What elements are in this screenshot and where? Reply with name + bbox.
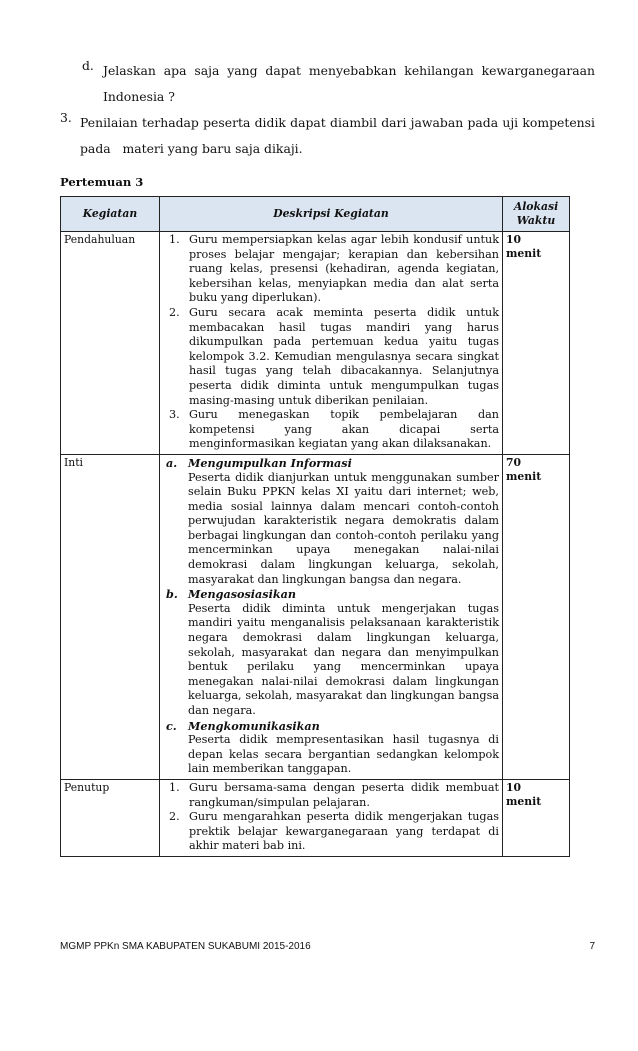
question-item-d: [60, 58, 595, 110]
kegiatan-cell: Inti: [61, 454, 160, 779]
list-item: 1. Guru mempersiapkan kelas agar lebih kondusif untuk proses belajar mengajar; kerapian dan kebersihan ruang kelas, presensi (kehadiran, agenda kegiatan, kebersihan kelas, menyiapkan media dan alat serta buku yang diperlukan).: [169, 233, 499, 305]
list-item: 2. Guru secara acak meminta peserta didik untuk membacakan hasil tugas mandiri yang harus dikumpulkan pada pertemuan kedua yaitu tugas kelompok 3.2. Kemudian mengulasnya secara singkat hasil tugas yang telah dibacakannya. Selanjutnya peserta didik diminta untuk mengumpulkan tugas masing-masing untuk diberikan penilaian.: [169, 305, 499, 407]
alokasi-value: 10: [506, 233, 522, 246]
sub-text: Peserta didik diminta untuk mengerjakan tugas mandiri yaitu menganalisis pelaksanaan karakteristik negara demokrasi dalam lingkungan keluarga, sekolah, masyarakat dan negara dan menyimpulkan bentuk perilaku yang mencerminkan upaya menegakan nalai-nilai demokrasi dalam lingkungan keluarga, sekolah, masyarakat dan lingkungan bangsa dan negara.: [188, 601, 499, 717]
table-row: [61, 454, 570, 779]
alokasi-value: 70: [506, 455, 522, 469]
list-item: b. Mengasosiasikan Peserta didik diminta untuk mengerjakan tugas mandiri yaitu menganalisis pelaksanaan karakteristik negara demokrasi dalam lingkungan keluarga, sekolah, masyarakat dan negara dan menyimpulkan bentuk perilaku yang mencerminkan upaya menegakan nalai-nilai demokrasi dalam lingkungan keluarga, sekolah, masyarakat dan lingkungan bangsa dan negara.: [166, 587, 499, 717]
alokasi-cell: [503, 454, 570, 779]
header-deskripsi: Deskripsi Kegiatan: [160, 197, 503, 232]
list-item: 1. Guru bersama-sama dengan peserta didik membuat rangkuman/simpulan pelajaran.: [169, 780, 499, 809]
footer-label: MGMP PPKn SMA KABUPATEN SUKABUMI 2015-2016: [60, 941, 311, 952]
item-text-line: Indonesia ?: [103, 89, 175, 104]
assessment-item-3: [60, 110, 595, 162]
alokasi-unit: menit: [506, 794, 542, 808]
alokasi-cell: [503, 232, 570, 455]
item-marker: d.: [82, 58, 94, 73]
item-text-line: Penilaian terhadap peserta didik dapat diambil dari jawaban pada uji kompetensi: [80, 115, 595, 130]
section-title: Pertemuan 3: [60, 175, 144, 189]
item-text-line: Jelaskan apa saja yang dapat menyebabkan kehilangan kewarganegaraan: [103, 63, 595, 78]
kegiatan-cell: Pendahuluan: [61, 232, 160, 455]
alokasi-unit: menit: [506, 247, 542, 260]
item-marker: 3.: [60, 110, 72, 125]
list-item: 3. Guru menegaskan topik pembelajaran dan kompetensi yang akan dicapai serta menginformasikan kegiatan yang akan dilaksanakan.: [169, 408, 499, 451]
page-footer: [60, 941, 595, 952]
table-header-row: [61, 197, 570, 232]
alokasi-unit: menit: [506, 469, 542, 483]
alokasi-cell: [503, 779, 570, 856]
item-text-line: pada materi yang baru saja dikaji.: [80, 141, 303, 156]
intro-questions: [60, 58, 595, 162]
sub-heading: Mengumpulkan Informasi: [188, 455, 352, 470]
list-item: a. Mengumpulkan Informasi Peserta didik dianjurkan untuk menggunakan sumber selain Buku PPKN kelas XI yaitu dari internet; web, media sosial lainnya dalam mencari contoh-contoh perwujudan karakteristik negara demokratis dalam berbagai lingkungan dan contoh-contoh perilaku yang mencerminkan upaya menegakan nalai-nilai demokrasi dalam lingkungan keluarga, sekolah, masyarakat dan lingkungan bangsa dan negara.: [166, 455, 499, 586]
header-kegiatan: Kegiatan: [61, 197, 160, 232]
deskripsi-cell: [160, 779, 503, 856]
header-alokasi: Alokasi Waktu: [503, 197, 570, 232]
sub-text: Peserta didik dianjurkan untuk menggunakan sumber selain Buku PPKN kelas XI yaitu dari internet; web, media sosial lainnya dalam mencari contoh-contoh perwujudan karakteristik negara demokratis dalam berbagai lingkungan dan contoh-contoh perilaku yang mencerminkan upaya menegakan nalai-nilai demokrasi dalam lingkungan keluarga, sekolah, masyarakat dan lingkungan bangsa dan negara.: [188, 470, 499, 586]
page-number: 7: [589, 941, 595, 952]
alokasi-value: 10: [506, 780, 522, 794]
list-item: c. Mengkomunikasikan Peserta didik mempresentasikan hasil tugasnya di depan kelas secara bergantian sedangkan kelompok lain memberikan tanggapan.: [166, 718, 499, 776]
sub-text: Peserta didik mempresentasikan hasil tugasnya di depan kelas secara bergantian sedangkan kelompok lain memberikan tanggapan.: [188, 733, 499, 776]
list-item: 2. Guru mengarahkan peserta didik mengerjakan tugas prektik belajar kewarganegaraan yang terdapat di akhir materi bab ini.: [169, 810, 499, 853]
deskripsi-cell: [160, 232, 503, 455]
sub-heading: Mengasosiasikan: [188, 587, 296, 602]
sub-heading: Mengkomunikasikan: [188, 718, 320, 733]
activity-table: [60, 196, 570, 857]
table-row: [61, 232, 570, 455]
kegiatan-cell: Penutup: [61, 779, 160, 856]
table-row: [61, 779, 570, 856]
deskripsi-cell: [160, 454, 503, 779]
